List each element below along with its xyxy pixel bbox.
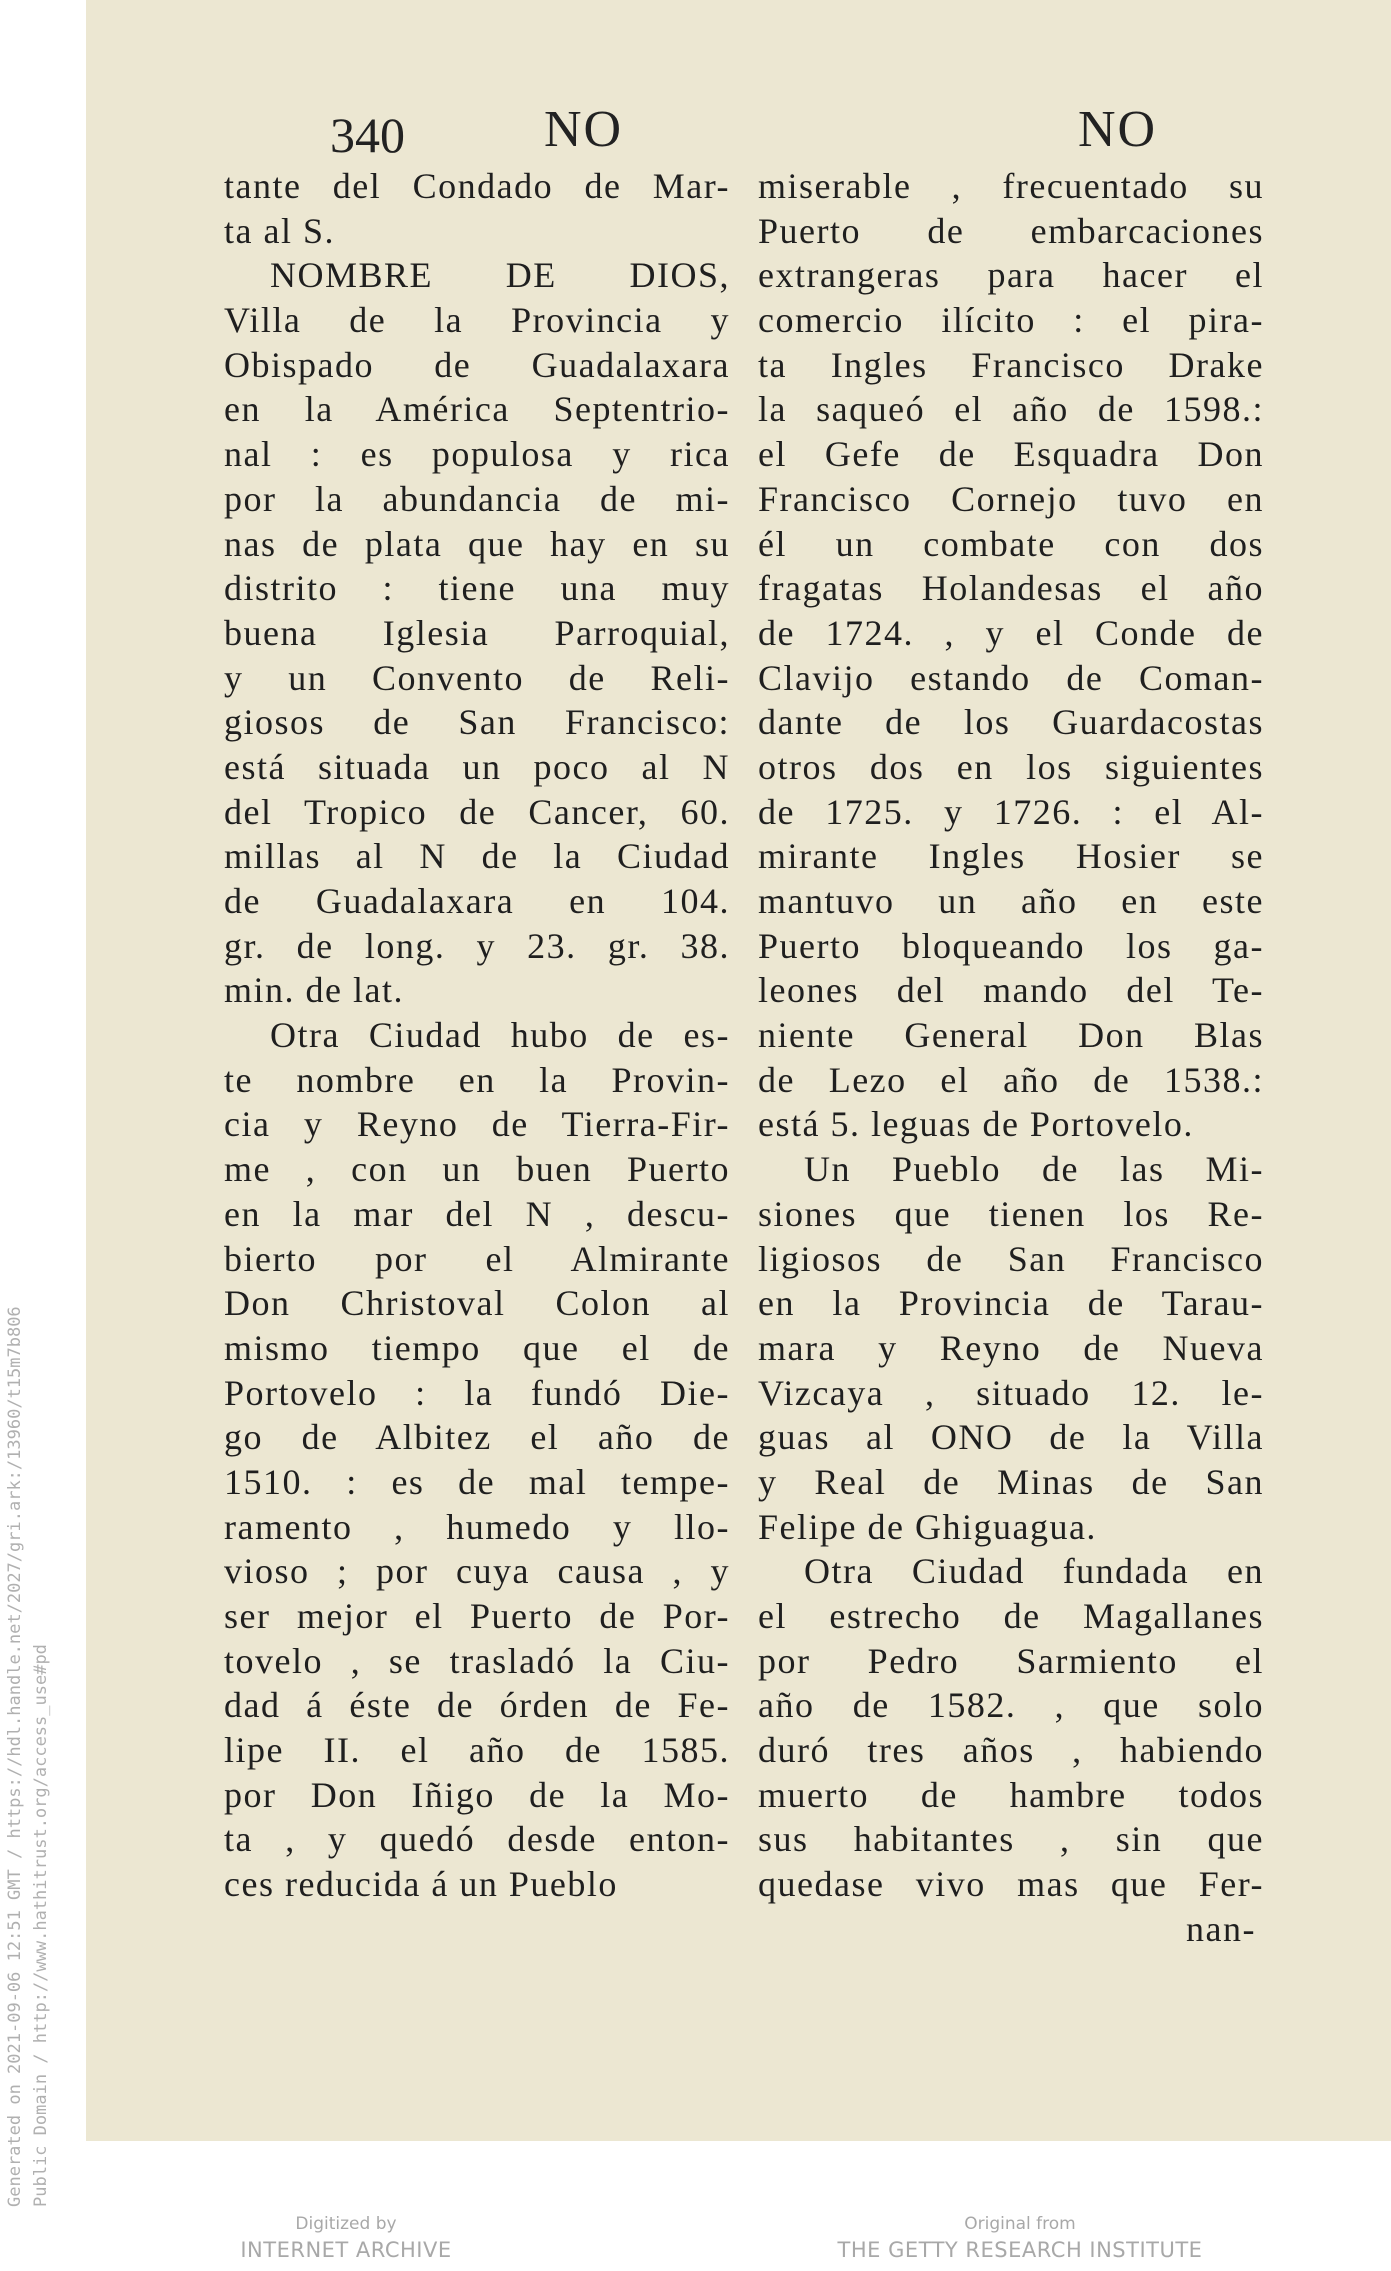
- text-line: miserable , frecuentado su: [758, 166, 1264, 206]
- page-number: 340: [330, 107, 405, 163]
- text-line: Francisco Cornejo tuvo en: [758, 478, 1264, 519]
- text-line: Felipe de Ghiguagua.: [758, 1506, 1097, 1547]
- text-line: lipe II. el año de 1585.: [224, 1730, 730, 1771]
- text-line: la saqueó el año de 1598.:: [758, 389, 1264, 430]
- text-line: y Real de Minas de San: [758, 1461, 1264, 1502]
- text-line: siones que tienen los Re-: [758, 1193, 1264, 1234]
- text-line: nas de plata que hay en su: [224, 523, 730, 564]
- text-line: min. de lat.: [224, 970, 404, 1011]
- text-line: Villa de la Provincia y: [224, 300, 730, 341]
- text-line: tante del Condado de Mar-: [224, 166, 730, 206]
- text-line: cia y Reyno de Tierra-Fir-: [224, 1104, 730, 1145]
- text-line: fragatas Holandesas el año: [758, 568, 1264, 609]
- text-line: comercio ilícito : el pira-: [758, 300, 1264, 341]
- access-stamp-line: Generated on 2021-09-06 12:51 GMT / https://hdl.handle.net/2027/gri.ark:/13960/t15m7b806: [5, 1306, 25, 2207]
- text-line: guas al ONO de la Villa: [758, 1417, 1264, 1458]
- text-line: en la América Septentrio-: [224, 389, 730, 430]
- credit-source: THE GETTY RESEARCH INSTITUTE: [837, 2238, 1203, 2262]
- credit-label: Digitized by: [295, 2214, 397, 2234]
- text-line: Puerto bloqueando los ga-: [758, 925, 1264, 966]
- text-line: año de 1582. , que solo: [758, 1685, 1264, 1726]
- text-line: está situada un poco al N: [224, 746, 730, 787]
- catchword: nan-: [1186, 1908, 1256, 1949]
- text-line: mara y Reyno de Nueva: [758, 1327, 1264, 1368]
- text-line: buena Iglesia Parroquial,: [224, 612, 730, 653]
- text-line: tovelo , se trasladó la Ciu-: [224, 1640, 730, 1681]
- text-line: Puerto de embarcaciones: [758, 210, 1264, 251]
- text-line: bierto por el Almirante: [224, 1238, 730, 1279]
- text-line: vioso ; por cuya causa , y: [224, 1551, 730, 1592]
- text-line: go de Albitez el año de: [224, 1417, 730, 1458]
- text-line: quedase vivo mas que Fer-: [758, 1864, 1264, 1905]
- text-line: dad á éste de órden de Fe-: [224, 1685, 730, 1726]
- text-line: él un combate con dos: [758, 523, 1264, 564]
- text-line: ligiosos de San Francisco: [758, 1238, 1264, 1279]
- digitized-by-credit: [206, 2213, 486, 2265]
- text-line: 1510. : es de mal tempe-: [224, 1461, 730, 1502]
- text-line: el Gefe de Esquadra Don: [758, 434, 1264, 475]
- text-line: duró tres años , habiendo: [758, 1730, 1264, 1771]
- text-line: en la Provincia de Tarau-: [758, 1283, 1264, 1324]
- text-line: Clavijo estando de Coman-: [758, 657, 1264, 698]
- access-stamp-line: Public Domain / http://www.hathitrust.org/access_use#pd: [31, 1644, 51, 2207]
- text-line: mantuvo un año en este: [758, 881, 1264, 921]
- text-line: del Tropico de Cancer, 60.: [224, 791, 730, 832]
- text-line: mismo tiempo que el de: [224, 1327, 730, 1368]
- text-line: gr. de long. y 23. gr. 38.: [224, 925, 730, 966]
- text-line: de 1724. , y el Conde de: [758, 612, 1264, 653]
- text-line: Un Pueblo de las Mi-: [804, 1149, 1264, 1190]
- running-head: [86, 100, 1391, 163]
- text-line: ta , y quedó desde enton-: [224, 1819, 730, 1860]
- text-line: y un Convento de Reli-: [224, 657, 730, 698]
- text-line: Otra Ciudad hubo de es-: [270, 1015, 730, 1056]
- text-line: otros dos en los siguientes: [758, 746, 1264, 787]
- text-line: de Lezo el año de 1538.:: [758, 1059, 1264, 1100]
- left-text-column: [224, 164, 730, 1907]
- running-head-right: NO: [1078, 101, 1158, 158]
- text-line: Portovelo : la fundó Die-: [224, 1372, 730, 1413]
- text-line: ta Ingles Francisco Drake: [758, 344, 1264, 385]
- running-head-left: NO: [544, 101, 624, 158]
- text-line: muerto de hambre todos: [758, 1774, 1264, 1815]
- text-line: sus habitantes , sin que: [758, 1819, 1264, 1860]
- text-line: NOMBRE DE DIOS,: [270, 255, 730, 296]
- text-line: por la abundancia de mi-: [224, 478, 730, 519]
- right-text-column: [758, 164, 1264, 1952]
- original-from-credit: [820, 2213, 1220, 2265]
- access-stamp: [2, 1123, 58, 2233]
- text-line: por Don Iñigo de la Mo-: [224, 1774, 730, 1815]
- credit-source: INTERNET ARCHIVE: [240, 2238, 452, 2262]
- text-line: distrito : tiene una muy: [224, 568, 730, 609]
- text-line: ser mejor el Puerto de Por-: [224, 1596, 730, 1636]
- text-line: ramento , humedo y llo-: [224, 1506, 730, 1547]
- text-line: ta al S.: [224, 210, 335, 251]
- text-line: Obispado de Guadalaxara: [224, 344, 730, 385]
- text-line: me , con un buen Puerto: [224, 1149, 730, 1190]
- text-line: de Guadalaxara en 104.: [224, 881, 730, 921]
- text-line: leones del mando del Te-: [758, 970, 1264, 1011]
- text-line: mirante Ingles Hosier se: [758, 836, 1264, 877]
- text-line: dante de los Guardacostas: [758, 702, 1264, 743]
- text-line: el estrecho de Magallanes: [758, 1596, 1264, 1636]
- text-line: niente General Don Blas: [758, 1015, 1264, 1056]
- text-line: nal : es populosa y rica: [224, 434, 730, 475]
- credit-label: Original from: [964, 2214, 1076, 2234]
- text-line: en la mar del N , descu-: [224, 1193, 730, 1234]
- text-line: extrangeras para hacer el: [758, 255, 1264, 296]
- text-line: ces reducida á un Pueblo: [224, 1864, 618, 1905]
- text-line: te nombre en la Provin-: [224, 1059, 730, 1100]
- text-line: millas al N de la Ciudad: [224, 836, 730, 877]
- text-line: está 5. leguas de Portovelo.: [758, 1104, 1194, 1145]
- text-line: Don Christoval Colon al: [224, 1283, 730, 1324]
- text-line: giosos de San Francisco:: [224, 702, 730, 743]
- text-line: Otra Ciudad fundada en: [804, 1551, 1264, 1592]
- text-line: por Pedro Sarmiento el: [758, 1640, 1264, 1681]
- text-line: Vizcaya , situado 12. le-: [758, 1372, 1264, 1413]
- text-line: de 1725. y 1726. : el Al-: [758, 791, 1264, 832]
